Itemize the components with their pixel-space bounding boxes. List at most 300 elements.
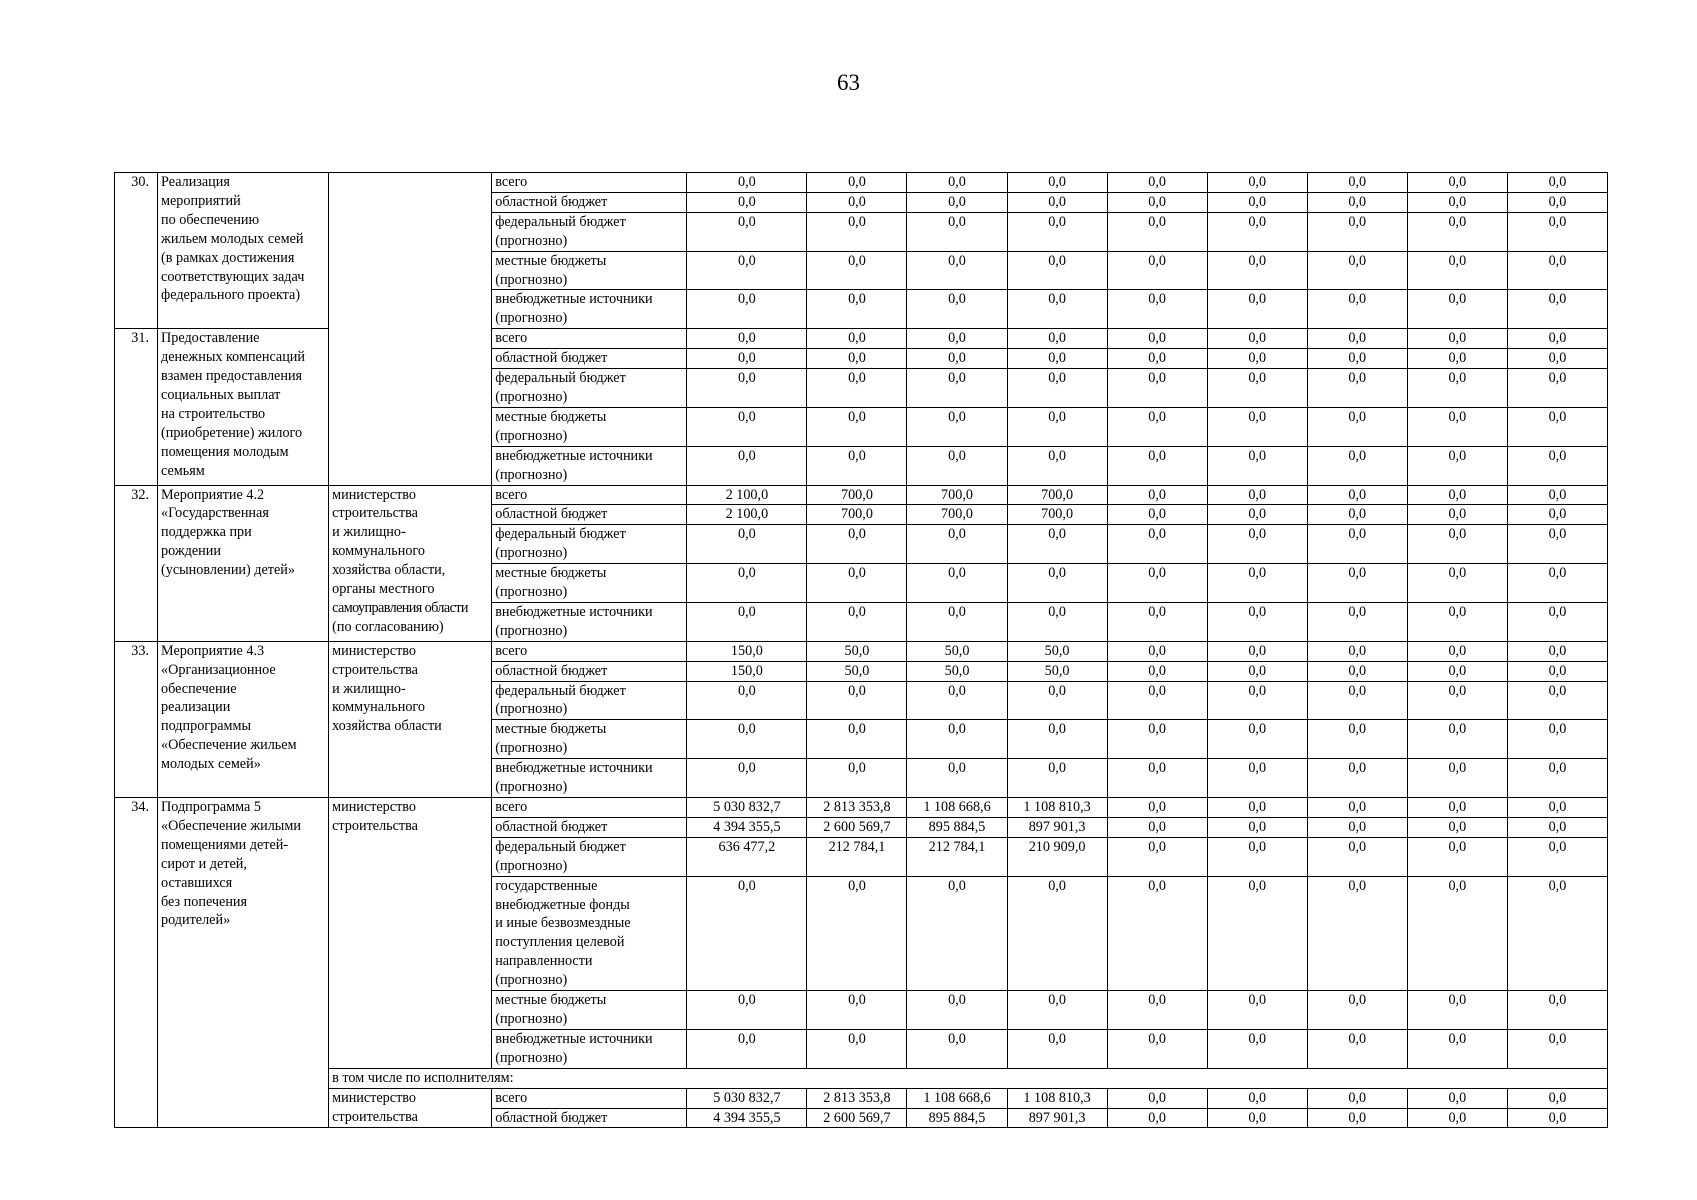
amount-cell: 0,0 bbox=[1107, 407, 1207, 446]
amount-cell: 0,0 bbox=[1107, 759, 1207, 798]
amount-cell: 1 108 810,3 bbox=[1007, 1088, 1107, 1108]
amount-cell: 0,0 bbox=[1307, 681, 1407, 720]
amount-cell: 0,0 bbox=[687, 602, 807, 641]
amount-cell: 0,0 bbox=[1107, 1108, 1207, 1128]
amount-cell: 0,0 bbox=[1207, 876, 1307, 990]
amount-cell: 897 901,3 bbox=[1007, 817, 1107, 837]
amount-cell: 0,0 bbox=[807, 446, 907, 485]
amount-cell: 0,0 bbox=[687, 720, 807, 759]
amount-cell: 0,0 bbox=[1007, 407, 1107, 446]
funding-source: федеральный бюджет (прогнозно) bbox=[492, 212, 687, 251]
amount-cell: 0,0 bbox=[1407, 505, 1507, 525]
amount-cell: 0,0 bbox=[687, 525, 807, 564]
amount-cell: 50,0 bbox=[907, 661, 1007, 681]
amount-cell: 0,0 bbox=[1507, 991, 1607, 1030]
amount-cell: 0,0 bbox=[1307, 817, 1407, 837]
amount-cell: 0,0 bbox=[1407, 876, 1507, 990]
amount-cell: 0,0 bbox=[1207, 192, 1307, 212]
amount-cell: 0,0 bbox=[1307, 991, 1407, 1030]
funding-source: внебюджетные источники (прогнозно) bbox=[492, 759, 687, 798]
amount-cell: 0,0 bbox=[1207, 505, 1307, 525]
amount-cell: 0,0 bbox=[687, 349, 807, 369]
amount-cell: 0,0 bbox=[687, 991, 807, 1030]
amount-cell: 50,0 bbox=[1007, 661, 1107, 681]
amount-cell: 0,0 bbox=[1307, 369, 1407, 408]
amount-cell: 0,0 bbox=[1107, 446, 1207, 485]
amount-cell: 0,0 bbox=[807, 564, 907, 603]
amount-cell: 0,0 bbox=[907, 349, 1007, 369]
funding-source: внебюджетные источники (прогнозно) bbox=[492, 290, 687, 329]
amount-cell: 0,0 bbox=[807, 173, 907, 193]
row-number: 31. bbox=[115, 329, 158, 485]
amount-cell: 0,0 bbox=[1007, 991, 1107, 1030]
executor-text: министерство строительства bbox=[332, 799, 418, 834]
amount-cell: 700,0 bbox=[807, 485, 907, 505]
funding-source: внебюджетные источники (прогнозно) bbox=[492, 1029, 687, 1068]
amount-cell: 0,0 bbox=[1107, 329, 1207, 349]
table-row bbox=[115, 485, 1608, 505]
amount-cell: 0,0 bbox=[1107, 817, 1207, 837]
funding-source: всего bbox=[492, 1088, 687, 1108]
amount-cell: 150,0 bbox=[687, 641, 807, 661]
amount-cell: 0,0 bbox=[1207, 817, 1307, 837]
amount-cell: 0,0 bbox=[907, 681, 1007, 720]
amount-cell: 0,0 bbox=[1307, 1029, 1407, 1068]
amount-cell: 0,0 bbox=[687, 192, 807, 212]
amount-cell: 0,0 bbox=[807, 759, 907, 798]
amount-cell: 0,0 bbox=[807, 602, 907, 641]
amount-cell: 0,0 bbox=[1207, 369, 1307, 408]
amount-cell: 0,0 bbox=[1207, 991, 1307, 1030]
measure-name: Мероприятие 4.3 «Организационное обеспечение реализации подпрограммы «Обеспечение жильем молодых семей» bbox=[158, 641, 329, 797]
amount-cell: 0,0 bbox=[1107, 641, 1207, 661]
amount-cell: 0,0 bbox=[1507, 759, 1607, 798]
amount-cell: 4 394 355,5 bbox=[687, 1108, 807, 1128]
funding-source: всего bbox=[492, 329, 687, 349]
amount-cell: 0,0 bbox=[687, 759, 807, 798]
amount-cell: 700,0 bbox=[1007, 485, 1107, 505]
amount-cell: 0,0 bbox=[1507, 525, 1607, 564]
amount-cell: 0,0 bbox=[1007, 173, 1107, 193]
amount-cell: 0,0 bbox=[1307, 759, 1407, 798]
funding-source: федеральный бюджет (прогнозно) bbox=[492, 369, 687, 408]
amount-cell: 0,0 bbox=[1407, 212, 1507, 251]
amount-cell: 210 909,0 bbox=[1007, 837, 1107, 876]
amount-cell: 0,0 bbox=[1307, 1088, 1407, 1108]
executor-text-condensed: самоуправления области bbox=[332, 599, 468, 616]
row-number: 33. bbox=[115, 641, 158, 797]
amount-cell: 2 600 569,7 bbox=[807, 1108, 907, 1128]
amount-cell: 0,0 bbox=[687, 564, 807, 603]
amount-cell: 0,0 bbox=[687, 173, 807, 193]
amount-cell: 0,0 bbox=[807, 349, 907, 369]
amount-cell: 0,0 bbox=[1407, 1108, 1507, 1128]
amount-cell: 0,0 bbox=[1007, 251, 1107, 290]
amount-cell: 0,0 bbox=[687, 446, 807, 485]
amount-cell: 0,0 bbox=[1507, 817, 1607, 837]
amount-cell: 0,0 bbox=[1207, 407, 1307, 446]
amount-cell: 0,0 bbox=[1207, 641, 1307, 661]
amount-cell: 0,0 bbox=[807, 1029, 907, 1068]
funding-source: федеральный бюджет (прогнозно) bbox=[492, 525, 687, 564]
amount-cell: 0,0 bbox=[1407, 602, 1507, 641]
amount-cell: 0,0 bbox=[1007, 446, 1107, 485]
amount-cell: 0,0 bbox=[1407, 192, 1507, 212]
amount-cell: 0,0 bbox=[1307, 251, 1407, 290]
amount-cell: 0,0 bbox=[1207, 251, 1307, 290]
funding-source: местные бюджеты (прогнозно) bbox=[492, 991, 687, 1030]
amount-cell: 700,0 bbox=[807, 505, 907, 525]
amount-cell: 0,0 bbox=[1207, 661, 1307, 681]
measure-name: Предоставление денежных компенсаций взамен предоставления социальных выплат на строительство (приобретение) жилого помещения молодым семьям bbox=[158, 329, 329, 485]
amount-cell: 0,0 bbox=[1107, 681, 1207, 720]
amount-cell: 0,0 bbox=[1107, 1088, 1207, 1108]
amount-cell: 0,0 bbox=[1207, 212, 1307, 251]
amount-cell: 0,0 bbox=[1107, 525, 1207, 564]
amount-cell: 0,0 bbox=[1107, 505, 1207, 525]
amount-cell: 0,0 bbox=[1007, 525, 1107, 564]
amount-cell: 0,0 bbox=[1107, 349, 1207, 369]
amount-cell: 0,0 bbox=[1507, 349, 1607, 369]
amount-cell: 0,0 bbox=[1507, 837, 1607, 876]
amount-cell: 0,0 bbox=[1307, 1108, 1407, 1128]
amount-cell: 50,0 bbox=[807, 641, 907, 661]
amount-cell: 0,0 bbox=[1507, 251, 1607, 290]
amount-cell: 636 477,2 bbox=[687, 837, 807, 876]
amount-cell: 0,0 bbox=[1007, 212, 1107, 251]
funding-source: федеральный бюджет (прогнозно) bbox=[492, 681, 687, 720]
funding-source: местные бюджеты (прогнозно) bbox=[492, 407, 687, 446]
amount-cell: 0,0 bbox=[687, 369, 807, 408]
amount-cell: 0,0 bbox=[1407, 1088, 1507, 1108]
amount-cell: 0,0 bbox=[1407, 329, 1507, 349]
amount-cell: 0,0 bbox=[687, 251, 807, 290]
amount-cell: 0,0 bbox=[1307, 485, 1407, 505]
amount-cell: 0,0 bbox=[1207, 837, 1307, 876]
budget-table-body bbox=[115, 173, 1608, 1128]
amount-cell: 0,0 bbox=[1207, 446, 1307, 485]
amount-cell: 0,0 bbox=[907, 212, 1007, 251]
amount-cell: 0,0 bbox=[1007, 759, 1107, 798]
amount-cell: 0,0 bbox=[1107, 991, 1207, 1030]
amount-cell: 0,0 bbox=[1407, 681, 1507, 720]
amount-cell: 895 884,5 bbox=[907, 1108, 1007, 1128]
amount-cell: 0,0 bbox=[1407, 485, 1507, 505]
amount-cell: 0,0 bbox=[1107, 212, 1207, 251]
amount-cell: 0,0 bbox=[907, 251, 1007, 290]
amount-cell: 0,0 bbox=[807, 212, 907, 251]
amount-cell: 0,0 bbox=[1507, 212, 1607, 251]
amount-cell: 0,0 bbox=[1207, 1088, 1307, 1108]
funding-source: местные бюджеты (прогнозно) bbox=[492, 564, 687, 603]
amount-cell: 0,0 bbox=[1507, 192, 1607, 212]
amount-cell: 0,0 bbox=[907, 290, 1007, 329]
amount-cell: 0,0 bbox=[1307, 407, 1407, 446]
amount-cell: 0,0 bbox=[1207, 525, 1307, 564]
amount-cell: 0,0 bbox=[1507, 329, 1607, 349]
funding-source: внебюджетные источники (прогнозно) bbox=[492, 602, 687, 641]
amount-cell: 0,0 bbox=[1107, 290, 1207, 329]
amount-cell: 0,0 bbox=[907, 407, 1007, 446]
amount-cell: 0,0 bbox=[807, 525, 907, 564]
measure-name: Подпрограмма 5 «Обеспечение жилыми помещениями детей- сирот и детей, оставшихся без попечения родителей» bbox=[158, 798, 329, 1128]
executor: министерство строительства bbox=[329, 1088, 492, 1128]
amount-cell: 0,0 bbox=[1207, 602, 1307, 641]
amount-cell: 0,0 bbox=[1007, 192, 1107, 212]
amount-cell: 5 030 832,7 bbox=[687, 798, 807, 818]
budget-table bbox=[114, 172, 1608, 1128]
amount-cell: 700,0 bbox=[907, 485, 1007, 505]
amount-cell: 0,0 bbox=[1007, 290, 1107, 329]
amount-cell: 0,0 bbox=[1007, 602, 1107, 641]
amount-cell: 0,0 bbox=[1307, 876, 1407, 990]
executor bbox=[329, 798, 492, 1069]
amount-cell: 0,0 bbox=[687, 329, 807, 349]
amount-cell: 0,0 bbox=[1207, 798, 1307, 818]
amount-cell: 0,0 bbox=[1107, 1029, 1207, 1068]
amount-cell: 0,0 bbox=[1407, 991, 1507, 1030]
amount-cell: 0,0 bbox=[1307, 329, 1407, 349]
amount-cell: 50,0 bbox=[1007, 641, 1107, 661]
row-number: 34. bbox=[115, 798, 158, 1128]
amount-cell: 0,0 bbox=[1207, 173, 1307, 193]
amount-cell: 0,0 bbox=[1507, 876, 1607, 990]
executor bbox=[329, 173, 492, 486]
amount-cell: 0,0 bbox=[1307, 798, 1407, 818]
amount-cell: 0,0 bbox=[907, 329, 1007, 349]
amount-cell: 0,0 bbox=[1307, 446, 1407, 485]
amount-cell: 0,0 bbox=[1507, 641, 1607, 661]
amount-cell: 5 030 832,7 bbox=[687, 1088, 807, 1108]
amount-cell: 0,0 bbox=[907, 173, 1007, 193]
table-row bbox=[115, 1068, 1608, 1088]
amount-cell: 0,0 bbox=[1107, 485, 1207, 505]
amount-cell: 0,0 bbox=[807, 251, 907, 290]
amount-cell: 0,0 bbox=[907, 876, 1007, 990]
amount-cell: 0,0 bbox=[1107, 876, 1207, 990]
funding-source: областной бюджет bbox=[492, 192, 687, 212]
amount-cell: 0,0 bbox=[1207, 1108, 1307, 1128]
amount-cell: 0,0 bbox=[1407, 407, 1507, 446]
amount-cell: 0,0 bbox=[1207, 759, 1307, 798]
amount-cell: 2 813 353,8 bbox=[807, 798, 907, 818]
amount-cell: 0,0 bbox=[1507, 446, 1607, 485]
amount-cell: 0,0 bbox=[687, 290, 807, 329]
amount-cell: 0,0 bbox=[1507, 485, 1607, 505]
funding-source: всего bbox=[492, 485, 687, 505]
amount-cell: 0,0 bbox=[1107, 369, 1207, 408]
executor-text: министерство строительства и жилищно- коммунального хозяйства области bbox=[332, 642, 442, 735]
table-row bbox=[115, 798, 1608, 818]
amount-cell: 0,0 bbox=[1107, 720, 1207, 759]
amount-cell: 0,0 bbox=[1507, 720, 1607, 759]
amount-cell: 1 108 668,6 bbox=[907, 798, 1007, 818]
amount-cell: 1 108 668,6 bbox=[907, 1088, 1007, 1108]
amount-cell: 0,0 bbox=[907, 564, 1007, 603]
amount-cell: 0,0 bbox=[1007, 564, 1107, 603]
amount-cell: 0,0 bbox=[1407, 817, 1507, 837]
amount-cell: 0,0 bbox=[687, 407, 807, 446]
amount-cell: 0,0 bbox=[1307, 564, 1407, 603]
amount-cell: 0,0 bbox=[1507, 681, 1607, 720]
amount-cell: 0,0 bbox=[1007, 876, 1107, 990]
amount-cell: 0,0 bbox=[907, 525, 1007, 564]
amount-cell: 0,0 bbox=[907, 369, 1007, 408]
amount-cell: 212 784,1 bbox=[807, 837, 907, 876]
amount-cell: 0,0 bbox=[1507, 1029, 1607, 1068]
amount-cell: 0,0 bbox=[1407, 1029, 1507, 1068]
executor-text: министерство строительства и жилищно- коммунального хозяйства области, органы местного bbox=[332, 486, 446, 598]
amount-cell: 0,0 bbox=[1207, 349, 1307, 369]
amount-cell: 0,0 bbox=[1407, 837, 1507, 876]
funding-source: федеральный бюджет (прогнозно) bbox=[492, 837, 687, 876]
amount-cell: 0,0 bbox=[1407, 251, 1507, 290]
amount-cell: 0,0 bbox=[1007, 720, 1107, 759]
amount-cell: 0,0 bbox=[807, 290, 907, 329]
amount-cell: 4 394 355,5 bbox=[687, 817, 807, 837]
amount-cell: 897 901,3 bbox=[1007, 1108, 1107, 1128]
funding-source: всего bbox=[492, 173, 687, 193]
amount-cell: 0,0 bbox=[1407, 720, 1507, 759]
funding-source: местные бюджеты (прогнозно) bbox=[492, 251, 687, 290]
amount-cell: 0,0 bbox=[1507, 798, 1607, 818]
amount-cell: 0,0 bbox=[807, 369, 907, 408]
amount-cell: 0,0 bbox=[1007, 349, 1107, 369]
amount-cell: 0,0 bbox=[907, 446, 1007, 485]
amount-cell: 0,0 bbox=[687, 212, 807, 251]
amount-cell: 895 884,5 bbox=[907, 817, 1007, 837]
amount-cell: 0,0 bbox=[1307, 192, 1407, 212]
amount-cell: 0,0 bbox=[1107, 602, 1207, 641]
page-number: 63 bbox=[837, 70, 860, 95]
amount-cell: 0,0 bbox=[1407, 661, 1507, 681]
amount-cell: 0,0 bbox=[907, 991, 1007, 1030]
amount-cell: 0,0 bbox=[1307, 641, 1407, 661]
amount-cell: 0,0 bbox=[907, 192, 1007, 212]
amount-cell: 0,0 bbox=[1307, 837, 1407, 876]
executor bbox=[329, 641, 492, 797]
amount-cell: 50,0 bbox=[807, 661, 907, 681]
amount-cell: 0,0 bbox=[1407, 446, 1507, 485]
amount-cell: 0,0 bbox=[1007, 369, 1107, 408]
measure-name: Мероприятие 4.2 «Государственная поддержка при рождении (усыновлении) детей» bbox=[158, 485, 329, 641]
amount-cell: 0,0 bbox=[807, 991, 907, 1030]
amount-cell: 0,0 bbox=[1407, 564, 1507, 603]
amount-cell: 0,0 bbox=[1307, 212, 1407, 251]
amount-cell: 0,0 bbox=[1507, 1108, 1607, 1128]
amount-cell: 0,0 bbox=[1307, 661, 1407, 681]
amount-cell: 700,0 bbox=[907, 505, 1007, 525]
amount-cell: 2 813 353,8 bbox=[807, 1088, 907, 1108]
amount-cell: 0,0 bbox=[1107, 192, 1207, 212]
amount-cell: 0,0 bbox=[1307, 349, 1407, 369]
funding-source: областной бюджет bbox=[492, 349, 687, 369]
amount-cell: 0,0 bbox=[1207, 485, 1307, 505]
amount-cell: 0,0 bbox=[907, 1029, 1007, 1068]
amount-cell: 0,0 bbox=[1407, 173, 1507, 193]
amount-cell: 0,0 bbox=[1107, 251, 1207, 290]
amount-cell: 0,0 bbox=[1407, 759, 1507, 798]
amount-cell: 0,0 bbox=[1107, 837, 1207, 876]
amount-cell: 150,0 bbox=[687, 661, 807, 681]
amount-cell: 0,0 bbox=[1507, 505, 1607, 525]
table-row bbox=[115, 1088, 1608, 1108]
funding-source: областной бюджет bbox=[492, 505, 687, 525]
amount-cell: 0,0 bbox=[1207, 1029, 1307, 1068]
amount-cell: 0,0 bbox=[807, 876, 907, 990]
amount-cell: 0,0 bbox=[1107, 173, 1207, 193]
amount-cell: 700,0 bbox=[1007, 505, 1107, 525]
amount-cell: 0,0 bbox=[807, 329, 907, 349]
amount-cell: 0,0 bbox=[1307, 720, 1407, 759]
amount-cell: 0,0 bbox=[1207, 290, 1307, 329]
amount-cell: 50,0 bbox=[907, 641, 1007, 661]
amount-cell: 0,0 bbox=[1507, 173, 1607, 193]
amount-cell: 0,0 bbox=[907, 759, 1007, 798]
funding-source: областной бюджет bbox=[492, 661, 687, 681]
amount-cell: 0,0 bbox=[907, 720, 1007, 759]
executor bbox=[329, 485, 492, 641]
amount-cell: 2 100,0 bbox=[687, 505, 807, 525]
amount-cell: 0,0 bbox=[907, 602, 1007, 641]
row-number: 32. bbox=[115, 485, 158, 641]
amount-cell: 2 600 569,7 bbox=[807, 817, 907, 837]
amount-cell: 0,0 bbox=[1307, 602, 1407, 641]
amount-cell: 0,0 bbox=[687, 876, 807, 990]
funding-source: внебюджетные источники (прогнозно) bbox=[492, 446, 687, 485]
amount-cell: 0,0 bbox=[1507, 602, 1607, 641]
amount-cell: 0,0 bbox=[1507, 661, 1607, 681]
amount-cell: 0,0 bbox=[1307, 290, 1407, 329]
table-row bbox=[115, 173, 1608, 193]
funding-source: всего bbox=[492, 798, 687, 818]
including-executors-label: в том числе по исполнителям: bbox=[329, 1068, 1608, 1088]
amount-cell: 0,0 bbox=[1107, 564, 1207, 603]
amount-cell: 0,0 bbox=[1407, 798, 1507, 818]
amount-cell: 2 100,0 bbox=[687, 485, 807, 505]
amount-cell: 0,0 bbox=[1507, 1088, 1607, 1108]
amount-cell: 0,0 bbox=[1307, 173, 1407, 193]
measure-name: Реализация мероприятий по обеспечению жильем молодых семей (в рамках достижения соответствующих задач федерального проекта) bbox=[158, 173, 329, 329]
amount-cell: 0,0 bbox=[1407, 641, 1507, 661]
executor-text-tail: (по согласованию) bbox=[332, 618, 444, 635]
amount-cell: 0,0 bbox=[1007, 681, 1107, 720]
amount-cell: 0,0 bbox=[1407, 369, 1507, 408]
amount-cell: 0,0 bbox=[807, 720, 907, 759]
amount-cell: 0,0 bbox=[687, 1029, 807, 1068]
funding-source: областной бюджет bbox=[492, 817, 687, 837]
amount-cell: 0,0 bbox=[1207, 329, 1307, 349]
row-number: 30. bbox=[115, 173, 158, 329]
amount-cell: 0,0 bbox=[1207, 564, 1307, 603]
amount-cell: 0,0 bbox=[1507, 564, 1607, 603]
amount-cell: 1 108 810,3 bbox=[1007, 798, 1107, 818]
amount-cell: 0,0 bbox=[1307, 505, 1407, 525]
amount-cell: 0,0 bbox=[1107, 798, 1207, 818]
funding-source: всего bbox=[492, 641, 687, 661]
funding-source: государственные внебюджетные фонды и иные безвозмездные поступления целевой направленности (прогнозно) bbox=[492, 876, 687, 990]
amount-cell: 0,0 bbox=[1207, 681, 1307, 720]
amount-cell: 0,0 bbox=[1107, 661, 1207, 681]
amount-cell: 0,0 bbox=[1507, 290, 1607, 329]
table-row bbox=[115, 641, 1608, 661]
amount-cell: 0,0 bbox=[1207, 720, 1307, 759]
amount-cell: 212 784,1 bbox=[907, 837, 1007, 876]
amount-cell: 0,0 bbox=[1507, 407, 1607, 446]
amount-cell: 0,0 bbox=[807, 407, 907, 446]
amount-cell: 0,0 bbox=[1007, 1029, 1107, 1068]
amount-cell: 0,0 bbox=[1007, 329, 1107, 349]
